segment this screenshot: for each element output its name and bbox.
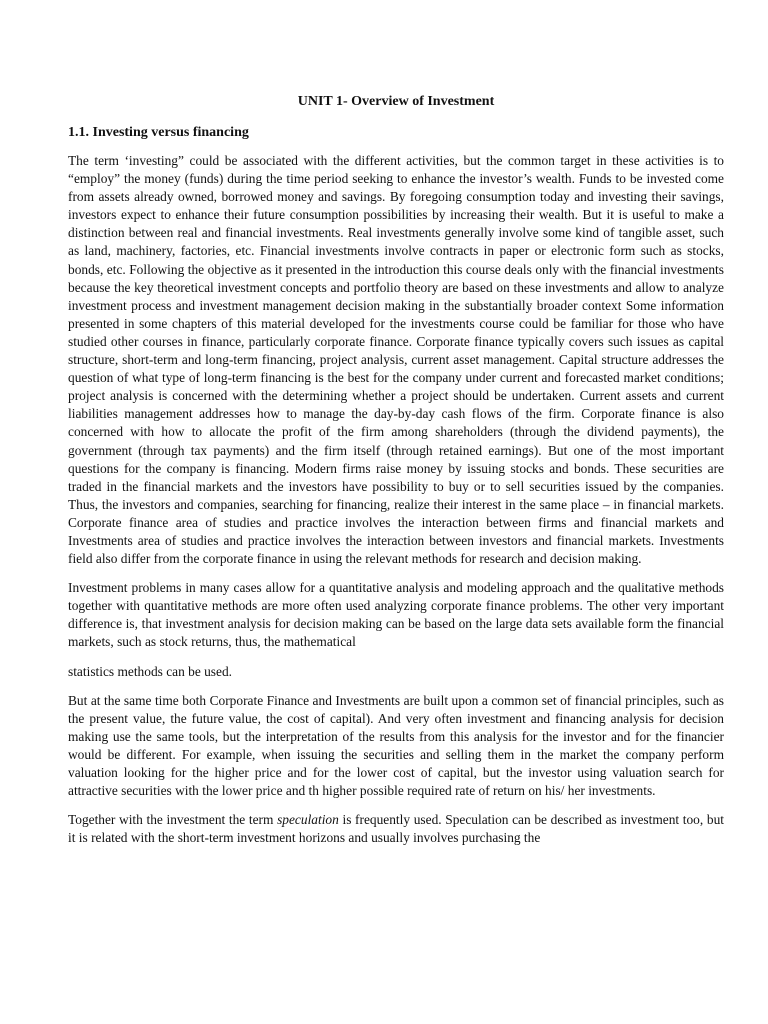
paragraph-common-principles: But at the same time both Corporate Finance and Investments are built upon a common set of financial principles, such as the present value, the future value, the cost of capital). And very often investment and financing analysis for decision making use the same tools, but the interpretation of the results from this analysis for the investor and for the financier would be different. For example, when issuing the securities and selling them in the market the company perform valuation looking for the higher price and for the lower cost of capital, but the investor using valuation search for attractive securities with the lower price and th higher possible required rate of return on his/ her investments. bbox=[68, 692, 724, 799]
paragraph-investment-problems: Investment problems in many cases allow for a quantitative analysis and modeling approach and the qualitative methods together with quantitative methods are more often used analyzing corporate finance problems. The other very important difference is, that investment analysis for decision making can be based on the large data sets available form the financial markets, such as stock returns, thus, the mathematical bbox=[68, 580, 724, 650]
paragraph-speculation bbox=[68, 811, 724, 847]
document-page bbox=[68, 92, 724, 858]
unit-title: UNIT 1- Overview of Investment bbox=[297, 94, 495, 109]
paragraph-investing-definition: The term ‘investing” could be associated with the different activities, but the common target in these activities is to “employ” the money (funds) during the time period seeking to enhance the investor’s wealth. Funds to be invested come from assets already owned, borrowed money and savings. By foregoing consumption today and investing their savings, investors expect to enhance their future consumption possibilities by increasing their wealth. But it is useful to make a distinction between real and financial investments. Real investments generally involve some kind of tangible asset, such as land, machinery, factories, etc. Financial investments involve contracts in paper or electronic form such as stocks, bonds, etc. Following the objective as it presented in the introduction this course deals only with the financial investments because the key theoretical investment concepts and portfolio theory are based on these investments and allow to analyze investment process and investment management decision making in the substantially broader context Some information presented in some chapters of this material developed for the investments course could be familiar for those who have studied other courses in finance, particularly corporate finance. Corporate finance typically covers such issues as capital structure, short-term and long-term financing, project analysis, current asset management. Capital structure addresses the question of what type of long-term financing is the best for the company under current and forecasted market conditions; project analysis is concerned with the determining whether a project should be undertaken. Current assets and current liabilities management addresses how to manage the day-by-day cash flows of the firm. Corporate finance is also concerned with how to allocate the profit of the firm among shareholders (through the dividend payments), the government (through tax payments) and the firm itself (through retained earnings). But one of the most important questions for the company is financing. Modern firms raise money by issuing stocks and bonds. These securities are traded in the financial markets and the investors have possibility to buy or to sell securities issued by the companies. Thus, the investors and companies, searching for financing, realize their interest in the same place – in financial markets. Corporate finance area of studies and practice involves the interaction between firms and financial markets and Investments area of studies and practice involves the interaction between investors and financial markets. Investments field also differ from the corporate finance in using the relevant methods for research and decision making. bbox=[68, 153, 724, 567]
speculation-term: speculation bbox=[277, 812, 339, 828]
speculation-text-before: Together with the investment the term bbox=[68, 812, 278, 828]
section-heading: 1.1. Investing versus financing bbox=[68, 125, 249, 140]
paragraph-statistics-methods: statistics methods can be used. bbox=[68, 663, 233, 679]
speculation-text-after: is frequently used. Speculation can be described as investment too, but it is related with the short-term investment horizons and usually involves purchasing the bbox=[68, 812, 724, 846]
